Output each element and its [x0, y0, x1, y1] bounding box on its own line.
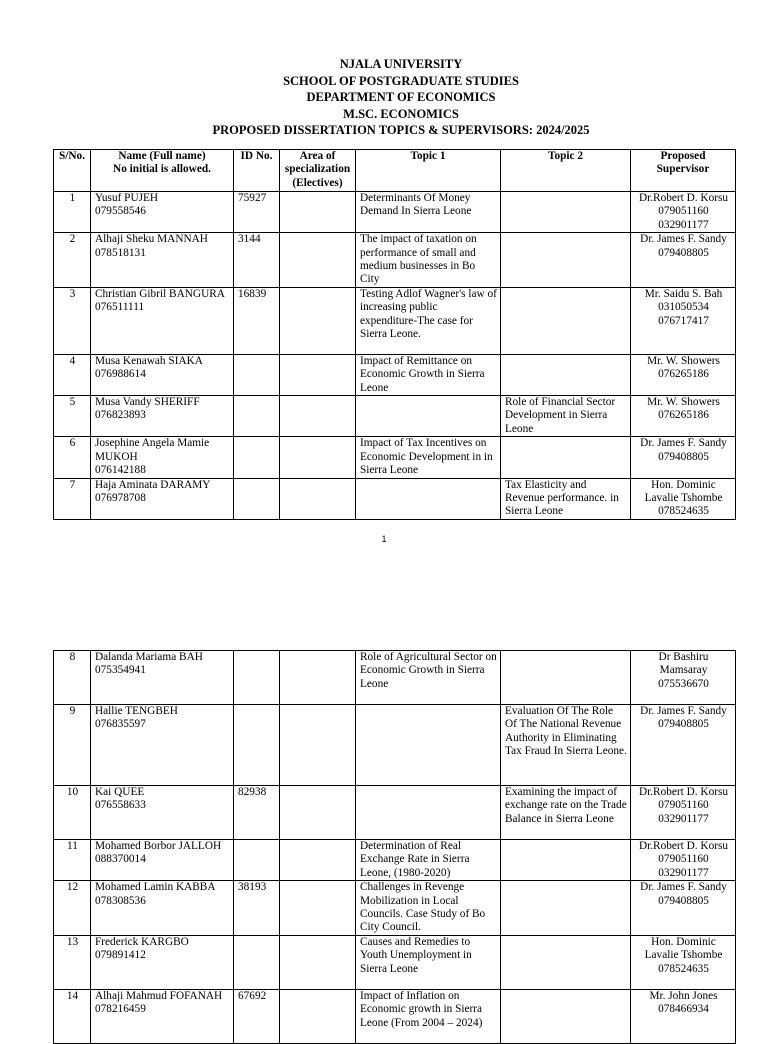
supervisor-line2: 079408805 — [658, 450, 709, 463]
row-supervisor — [631, 354, 736, 395]
row-area — [280, 840, 356, 881]
student-phone: 076558633 — [95, 799, 146, 812]
header-area — [280, 150, 356, 192]
student-name: Mohamed Lamin KABBA — [95, 881, 216, 894]
row-student — [91, 651, 234, 705]
row-id: 16839 — [234, 287, 280, 354]
department-name: DEPARTMENT OF ECONOMICS — [306, 90, 496, 104]
supervisor-name: Mr. W. Showers — [647, 354, 720, 367]
table-row — [54, 705, 736, 786]
row-area — [280, 287, 356, 354]
row-topic1: Testing Adlof Wagner's law of increasing public expenditure-The case for Sierra Leone. — [356, 287, 501, 354]
student-name: Musa Kenawah SIAKA — [95, 354, 203, 367]
row-topic2: Evaluation Of The Role Of The National Revenue Authority in Eliminating Tax Fraud In Sierra Leone. — [501, 705, 631, 786]
row-id: 38193 — [234, 881, 280, 936]
header-name-line2: No initial is allowed. — [113, 163, 211, 176]
table-row — [54, 840, 736, 881]
supervisor-line2: Lavalie Tshombe — [644, 949, 723, 962]
row-sno: 14 — [54, 989, 91, 1043]
supervisor-name: Dr.Robert D. Korsu — [638, 786, 729, 798]
student-phone: 076823893 — [95, 409, 146, 422]
row-id: 82938 — [234, 786, 280, 840]
supervisor-name: Hon. Dominic — [651, 478, 716, 491]
table-row — [54, 437, 736, 478]
student-name: Kai QUEE — [95, 786, 145, 798]
header-name — [91, 150, 234, 192]
row-area — [280, 786, 356, 840]
supervisor-line2: 079051160 — [658, 205, 709, 218]
table-row — [54, 192, 736, 233]
header-area-line2: specialization — [284, 163, 351, 176]
row-supervisor — [631, 840, 736, 881]
supervisor-line2: 079051160 — [658, 853, 709, 866]
table-row — [54, 786, 736, 840]
supervisor-line3: 032901177 — [658, 866, 709, 879]
supervisor-name: Dr Bashiru — [658, 651, 709, 663]
row-sno: 2 — [54, 233, 91, 288]
student-phone: 076988614 — [95, 368, 146, 381]
supervisor-name: Mr. John Jones — [649, 989, 718, 1002]
row-topic2 — [501, 989, 631, 1043]
student-phone: 088370014 — [95, 853, 146, 866]
supervisor-name: Dr.Robert D. Korsu — [638, 840, 729, 852]
header-sup-line2: Supervisor — [656, 163, 710, 176]
row-topic2 — [501, 935, 631, 989]
table-body-page-1 — [54, 192, 736, 520]
row-sno: 7 — [54, 478, 91, 519]
table-row — [54, 478, 736, 519]
header-topic2: Topic 2 — [501, 150, 631, 192]
header-sup-line1: Proposed — [660, 150, 706, 162]
row-topic1: Determinants Of Money Demand In Sierra Leone — [356, 192, 501, 233]
row-sno: 9 — [54, 705, 91, 786]
row-supervisor — [631, 478, 736, 519]
row-area — [280, 354, 356, 395]
document-header — [0, 56, 768, 139]
row-topic2 — [501, 192, 631, 233]
supervisor-name: Dr. James F. Sandy — [640, 437, 727, 450]
student-name: Alhaji Mahmud FOFANAH — [95, 989, 223, 1002]
row-student — [91, 478, 234, 519]
row-student — [91, 437, 234, 478]
row-topic2 — [501, 287, 631, 354]
row-topic1 — [356, 478, 501, 519]
page-number: 1 — [381, 534, 387, 544]
student-phone: 076511111 — [95, 301, 145, 314]
row-topic2: Role of Financial Sector Development in Sierra Leone — [501, 396, 631, 437]
student-name: Christian Gibril BANGURA — [95, 287, 225, 300]
supervisor-line2: 079408805 — [658, 718, 709, 731]
student-phone: 079891412 — [95, 949, 146, 962]
student-phone: 078518131 — [95, 246, 146, 259]
header-name-line1: Name (Full name) — [118, 150, 206, 162]
row-student — [91, 881, 234, 936]
row-topic1 — [356, 396, 501, 437]
row-id — [234, 840, 280, 881]
row-sno: 12 — [54, 881, 91, 936]
row-topic1: Impact of Inflation on Economic growth in Sierra Leone (From 2004 – 2024) — [356, 989, 501, 1043]
supervisor-line3: 076717417 — [658, 314, 709, 327]
row-topic2 — [501, 233, 631, 288]
row-supervisor — [631, 705, 736, 786]
row-id: 75927 — [234, 192, 280, 233]
student-phone: 078308536 — [95, 894, 146, 907]
row-sno: 11 — [54, 840, 91, 881]
row-area — [280, 396, 356, 437]
table-body-page-2 — [54, 651, 736, 1044]
table-row — [54, 989, 736, 1043]
row-supervisor — [631, 396, 736, 437]
row-id — [234, 935, 280, 989]
row-id: 3144 — [234, 233, 280, 288]
student-phone: 076835597 — [95, 718, 146, 731]
row-topic1: Role of Agricultural Sector on Economic Growth in Sierra Leone — [356, 651, 501, 705]
student-phone: 075354941 — [95, 664, 146, 677]
row-sno: 1 — [54, 192, 91, 233]
row-student — [91, 989, 234, 1043]
supervisor-name: Dr. James F. Sandy — [640, 881, 727, 894]
table-row — [54, 396, 736, 437]
header-supervisor — [631, 150, 736, 192]
row-topic1: Determination of Real Exchange Rate in Sierra Leone, (1980-2020) — [356, 840, 501, 881]
row-topic2 — [501, 354, 631, 395]
row-topic1: Impact of Remittance on Economic Growth in Sierra Leone — [356, 354, 501, 395]
supervisor-line3: 032901177 — [658, 812, 709, 825]
student-phone: 079558546 — [95, 205, 146, 218]
student-name: Yusuf PUJEH — [95, 192, 159, 204]
row-id: 67692 — [234, 989, 280, 1043]
supervisor-line2: 031050534 — [658, 301, 709, 314]
row-id — [234, 437, 280, 478]
row-sno: 6 — [54, 437, 91, 478]
supervisor-line3: 032901177 — [658, 218, 709, 231]
table-row — [54, 881, 736, 936]
row-student — [91, 786, 234, 840]
row-student — [91, 192, 234, 233]
row-topic1 — [356, 705, 501, 786]
student-phone: 078216459 — [95, 1003, 146, 1016]
row-topic1: Challenges in Revenge Mobilization in Local Councils. Case Study of Bo City Council. — [356, 881, 501, 936]
row-student — [91, 287, 234, 354]
header-topic1: Topic 1 — [356, 150, 501, 192]
row-supervisor — [631, 989, 736, 1043]
row-area — [280, 881, 356, 936]
table-row — [54, 233, 736, 288]
row-supervisor — [631, 287, 736, 354]
supervisor-line3: 078524635 — [658, 962, 709, 975]
row-student — [91, 840, 234, 881]
supervisor-line2: 078466934 — [658, 1003, 709, 1016]
row-supervisor — [631, 935, 736, 989]
row-area — [280, 651, 356, 705]
row-topic2: Examining the impact of exchange rate on the Trade Balance in Sierra Leone — [501, 786, 631, 840]
header-area-line3: (Electives) — [292, 176, 343, 189]
student-name: Dalanda Mariama BAH — [95, 651, 203, 663]
row-supervisor — [631, 651, 736, 705]
row-student — [91, 396, 234, 437]
school-name: SCHOOL OF POSTGRADUATE STUDIES — [283, 73, 519, 88]
supervisor-line2: 076265186 — [658, 409, 709, 422]
programme-name: M.SC. ECONOMICS — [343, 106, 459, 121]
row-id — [234, 651, 280, 705]
supervisor-line2: 079051160 — [658, 799, 709, 812]
supervisor-line2: 079408805 — [658, 894, 709, 907]
row-topic2 — [501, 651, 631, 705]
row-id — [234, 354, 280, 395]
supervisor-line2: Lavalie Tshombe — [644, 491, 723, 504]
row-topic2: Tax Elasticity and Revenue performance. in Sierra Leone — [501, 478, 631, 519]
supervisor-line2: 076265186 — [658, 368, 709, 381]
row-supervisor — [631, 881, 736, 936]
supervisor-line2: 079408805 — [658, 246, 709, 259]
row-topic2 — [501, 881, 631, 936]
row-sno: 4 — [54, 354, 91, 395]
student-name: Josephine Angela Mamie MUKOH — [95, 437, 210, 463]
row-student — [91, 705, 234, 786]
student-name: Mohamed Borbor JALLOH — [95, 840, 222, 852]
row-topic2 — [501, 840, 631, 881]
header-id: ID No. — [234, 150, 280, 192]
row-area — [280, 478, 356, 519]
supervisor-name: Dr.Robert D. Korsu — [638, 192, 729, 204]
row-supervisor — [631, 192, 736, 233]
table-header-row — [54, 150, 736, 192]
row-supervisor — [631, 233, 736, 288]
row-topic1: The impact of taxation on performance of small and medium businesses in Bo City — [356, 233, 501, 288]
student-name: Musa Vandy SHERIFF — [95, 396, 200, 409]
supervisor-name: Mr. W. Showers — [647, 396, 720, 409]
supervisor-name: Hon. Dominic — [651, 935, 716, 948]
topics-table-page-1 — [53, 149, 736, 520]
row-id — [234, 396, 280, 437]
row-area — [280, 192, 356, 233]
student-phone: 076142188 — [95, 464, 146, 477]
table-row — [54, 651, 736, 705]
student-name: Hallie TENGBEH — [95, 705, 178, 717]
student-name: Haja Aminata DARAMY — [95, 478, 211, 491]
supervisor-name: Dr. James F. Sandy — [640, 233, 727, 246]
supervisor-line3: 078524635 — [658, 505, 709, 518]
row-supervisor — [631, 786, 736, 840]
row-student — [91, 935, 234, 989]
row-topic2 — [501, 437, 631, 478]
row-student — [91, 233, 234, 288]
supervisor-name: Dr. James F. Sandy — [640, 705, 727, 717]
table-row — [54, 935, 736, 989]
row-area — [280, 437, 356, 478]
row-area — [280, 935, 356, 989]
supervisor-line2: Mamsaray — [659, 664, 708, 677]
row-id — [234, 478, 280, 519]
table-row — [54, 354, 736, 395]
row-area — [280, 233, 356, 288]
supervisor-line3: 075536670 — [658, 677, 709, 690]
table-row — [54, 287, 736, 354]
student-name: Frederick KARGBO — [95, 935, 189, 948]
row-sno: 5 — [54, 396, 91, 437]
row-supervisor — [631, 437, 736, 478]
row-topic1: Causes and Remedies to Youth Unemployment in Sierra Leone — [356, 935, 501, 989]
supervisor-name: Mr. Saidu S. Bah — [644, 287, 723, 300]
row-id — [234, 705, 280, 786]
row-student — [91, 354, 234, 395]
header-area-line1: Area of — [299, 150, 336, 162]
row-area — [280, 705, 356, 786]
student-phone: 076978708 — [95, 491, 146, 504]
topics-table-page-2 — [53, 650, 736, 1044]
row-topic1: Impact of Tax Incentives on Economic Development in in Sierra Leone — [356, 437, 501, 478]
university-name: NJALA UNIVERSITY — [339, 57, 463, 71]
row-sno: 13 — [54, 935, 91, 989]
row-topic1 — [356, 786, 501, 840]
row-area — [280, 989, 356, 1043]
row-sno: 10 — [54, 786, 91, 840]
document-title: PROPOSED DISSERTATION TOPICS & SUPERVISORS: 2024/2025 — [212, 123, 590, 137]
student-name: Alhaji Sheku MANNAH — [95, 233, 208, 246]
header-sno: S/No. — [54, 150, 91, 192]
row-sno: 8 — [54, 651, 91, 705]
row-sno: 3 — [54, 287, 91, 354]
